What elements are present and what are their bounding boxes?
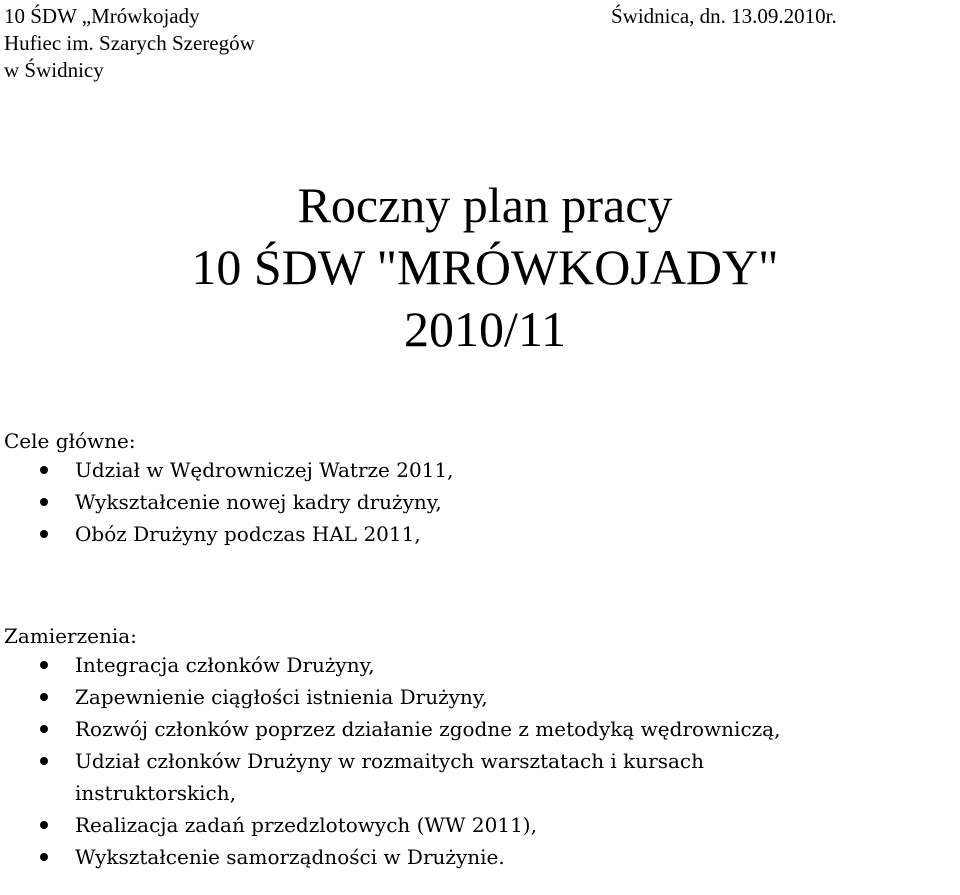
bullet-icon: [40, 661, 48, 669]
list-item-text: Obóz Drużyny podczas HAL 2011,: [75, 522, 421, 546]
main-goals-heading: Cele główne:: [4, 429, 136, 453]
title-line-3: 2010/11: [403, 301, 567, 357]
bullet-icon: [40, 725, 48, 733]
list-item-text: Wykształcenie nowej kadry drużyny,: [75, 490, 442, 514]
list-item-text: Zapewnienie ciągłości istnienia Drużyny,: [75, 685, 488, 709]
list-item-text: Wykształcenie samorządności w Drużynie.: [75, 845, 505, 869]
list-item: [4, 809, 955, 841]
bullet-icon: [40, 530, 48, 538]
aims-list: [4, 649, 955, 873]
list-item: [4, 649, 955, 681]
list-item-text: Rozwój członków poprzez działanie zgodne z metodyką wędrowniczą,: [75, 717, 781, 741]
bullet-icon: [40, 757, 48, 765]
list-item: [4, 518, 955, 550]
document-title: [0, 174, 960, 360]
place-date: Świdnica, dn. 13.09.2010r.: [611, 4, 837, 28]
list-item: [4, 713, 955, 745]
district-name: Hufiec im. Szarych Szeregów: [4, 31, 255, 55]
list-item-text: Realizacja zadań przedzlotowych (WW 2011),: [75, 813, 537, 837]
bullet-icon: [40, 853, 48, 861]
bullet-icon: [40, 821, 48, 829]
aims-heading: Zamierzenia:: [4, 624, 137, 648]
list-item: [4, 486, 955, 518]
title-line-2: 10 ŚDW "MRÓWKOJADY": [191, 239, 779, 295]
team-name: 10 ŚDW „Mrówkojady: [4, 4, 200, 28]
main-goals-section: [4, 428, 955, 550]
bullet-icon: [40, 498, 48, 506]
list-item: [4, 454, 955, 486]
list-item: [4, 681, 955, 713]
list-item-text: Integracja członków Drużyny,: [75, 653, 375, 677]
list-item: [4, 745, 955, 809]
main-goals-list: [4, 454, 955, 550]
list-item: [4, 841, 955, 873]
bullet-icon: [40, 693, 48, 701]
town-name: w Świdnicy: [4, 58, 104, 82]
list-item-text: Udział członków Drużyny w rozmaitych warsztatach i kursach instruktorskich,: [75, 749, 705, 805]
bullet-icon: [40, 466, 48, 474]
title-line-1: Roczny plan pracy: [297, 177, 673, 233]
team-info: [4, 3, 255, 84]
aims-section: [4, 623, 955, 873]
list-item-text: Udział w Wędrowniczej Watrze 2011,: [75, 458, 454, 482]
